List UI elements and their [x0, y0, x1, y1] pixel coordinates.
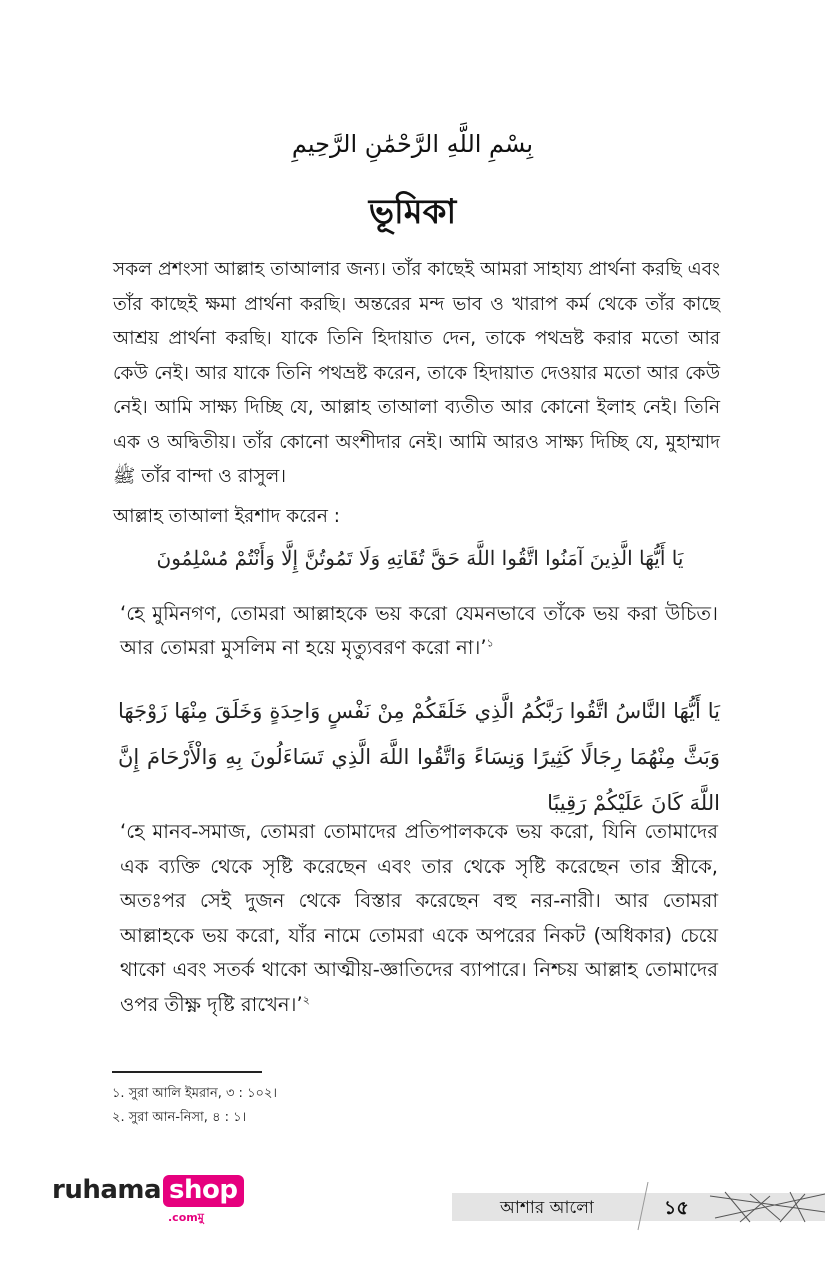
footer-book-title: আশার আলো [500, 1198, 594, 1218]
intro-paragraph: সকল প্রশংসা আল্লাহ তাআলার জন্য। তাঁর কাছেই আমরা সাহায্য প্রার্থনা করছি এবং তাঁর কাছেই ক্ষমা প্রার্থনা করছি। অন্তরের মন্দ ভাব ও খারাপ কর্ম থেকে তাঁর কাছে আশ্রয় প্রার্থনা করছি। যাকে তিনি হিদায়াত দেন, তাকে পথভ্রষ্ট করার মতো আর কেউ নেই। আর যাকে তিনি পথভ্রষ্ট করেন, তাকে হিদায়াত দেওয়ার মতো আর কেউ নেই। আমি সাক্ষ্য দিচ্ছি যে, আল্লাহ তাআলা ব্যতীত আর কোনো ইলাহ নেই। তিনি এক ও অদ্বিতীয়। তাঁর কোনো অংশীদার নেই। আমি আরও সাক্ষ্য দিচ্ছি যে, মুহাম্মাদ ﷺ তাঁর বান্দা ও রাসুল। [113, 259, 720, 487]
page-title: ভূমিকা [368, 192, 457, 232]
logo-main-text: ruhama [52, 1175, 162, 1205]
publisher-logo[interactable] [52, 1175, 244, 1205]
verse-intro: আল্লাহ তাআলা ইরশাদ করেন : [113, 506, 340, 527]
footnote-ref-2[interactable]: ২ [302, 993, 310, 1006]
page-number: ১৫ [664, 1197, 689, 1219]
arabic-verse-2: يَا أَيُّهَا النَّاسُ اتَّقُوا رَبَّكُمُ الَّذِي خَلَقَكُمْ مِنْ نَفْسٍ وَاحِدَةٍ وَخَلَقَ مِنْهَا زَوْجَهَا وَبَثَّ مِنْهُمَا رِجَالًا كَثِيرًا وَنِسَاءً وَاتَّقُوا اللَّهَ الَّذِي تَسَاءَلُونَ بِهِ وَالْأَرْحَامَ إِنَّ اللَّهَ كَانَ عَلَيْكُمْ رَقِيبًا [118, 699, 720, 815]
verse-translation-1-text: ‘হে মুমিনগণ, তোমরা আল্লাহকে ভয় করো যেমনভাবে তাঁকে ভয় করা উচিত। আর তোমরা মুসলিম না হয়ে মৃত্যুবরণ করো না।’ [120, 602, 718, 659]
bismillah-calligraphy: بِسْمِ اللَّهِ الرَّحْمَٰنِ الرَّحِيمِ [291, 130, 534, 158]
footnote-divider [112, 1071, 262, 1073]
footnote-ref-1[interactable]: ১ [486, 636, 494, 650]
footnote-1: ১. সুরা আলি ইমরান, ৩ : ১০২। [112, 1086, 278, 1101]
verse-translation-2 [120, 815, 718, 1022]
arabic-verse-1: يَا أَيُّهَا الَّذِينَ آمَنُوا اتَّقُوا اللَّهَ حَقَّ تُقَاتِهِ وَلَا تَمُوتُنَّ إِلَّا وَأَنْتُمْ مُسْلِمُونَ [156, 546, 684, 570]
verse-translation-2-text: ‘হে মানব-সমাজ, তোমরা তোমাদের প্রতিপালককে ভয় করো, যিনি তোমাদের এক ব্যক্তি থেকে সৃষ্টি করেছেন এবং তার থেকে সৃষ্টি করেছেন তার স্ত্রীকে, অতঃপর সেই দুজন থেকে বিস্তার করেছেন বহু নর-নারী। আর তোমরা আল্লাহকে ভয় করো, যাঁর নামে তোমরা একে অপরের নিকট (অধিকার) চেয়ে থাকো এবং সতর্ক থাকো আত্মীয়-জ্ঞাতিদের ব্যাপারে। নিশ্চয় আল্লাহ তোমাদের ওপর তীক্ষ্ণ দৃষ্টি রাখেন।’ [120, 820, 718, 1016]
logo-shop-badge: shop [163, 1175, 243, 1207]
decorative-lines-icon [630, 1182, 825, 1232]
footnote-2: ২. সুরা আন-নিসা, ৪ : ১। [112, 1110, 247, 1125]
logo-domain: .comমু [168, 1211, 204, 1224]
verse-translation-1 [120, 597, 718, 665]
